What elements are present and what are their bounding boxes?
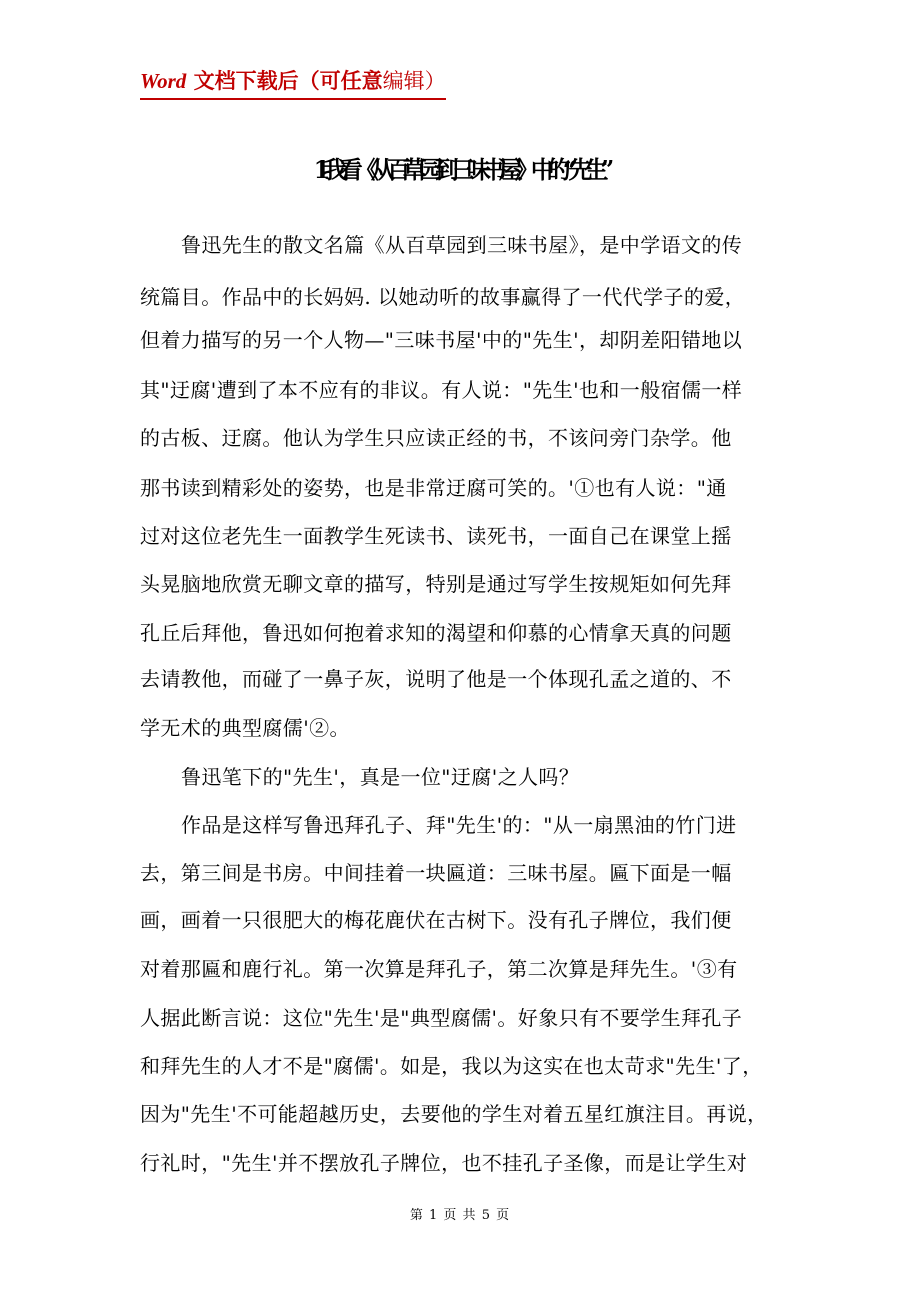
body-line: 那书读到精彩处的姿势，也是非常迂腐可笑的。'①也有人说："通 [140, 476, 727, 500]
body-line: 孔丘后拜他，鲁迅如何抱着求知的渴望和仰慕的心情拿天真的问题 [140, 621, 732, 645]
body-line: 因为"先生'不可能超越历史，去要他的学生对着五星红旗注目。再说， [140, 1102, 768, 1126]
banner-word: Word [140, 69, 187, 93]
page-footer: 第 1 页 共 5 页 [409, 1208, 511, 1223]
body-line: 对着那匾和鹿行礼。第一次算是拜孔子，第二次算是拜先生。'③有 [140, 957, 738, 981]
banner-text-bold: 文档下载后（可任意 [186, 68, 383, 93]
banner-text-plain: 编辑） [382, 69, 446, 93]
body-line: 和拜先生的人才不是"腐儒'。如是，我以为这实在也太苛求"先生'了， [140, 1054, 763, 1078]
body-line: 作品是这样写鲁迅拜孔子、拜"先生'的："从一扇黑油的竹门进 [181, 813, 737, 837]
body-line: 去请教他，而碰了一鼻子灰，说明了他是一个体现孔孟之道的、不 [140, 667, 732, 691]
body-line: 的古板、迂腐。他认为学生只应读正经的书，不该问旁门杂学。他 [140, 426, 732, 450]
body-line: 人据此断言说：这位"先生'是"典型腐儒'。好象只有不要学生拜孔子 [140, 1006, 743, 1030]
body-line: 统篇目。作品中的长妈妈. 以她动听的故事赢得了一代代学子的爱， [140, 285, 746, 309]
body-line: 鲁迅先生的散文名篇《从百草园到三味书屋》，是中学语文的传 [181, 233, 743, 257]
body-line: 头晃脑地欣赏无聊文章的描写，特别是通过写学生按规矩如何先拜 [140, 572, 732, 596]
body-line: 画，画着一只很肥大的梅花鹿伏在古树下。没有孔子牌位，我们便 [140, 908, 732, 932]
body-line: 去，第三间是书房。中间挂着一块匾道：三味书屋。匾下面是一幅 [140, 861, 732, 885]
download-banner[interactable] [140, 66, 446, 100]
page-title: 1 我看《从百草园到三味书屋》中的“先生” [313, 155, 607, 184]
body-line: 过对这位老先生一面教学生死读书、读死书，一面自己在课堂上摇 [140, 524, 732, 548]
body-line: 但着力描写的另一个人物—"三味书屋'中的"先生'，却阴差阳错地以 [140, 328, 743, 352]
body-line: 鲁迅笔下的"先生'，真是一位"迂腐'之人吗？ [181, 765, 580, 789]
body-line: 行礼时，"先生'并不摆放孔子牌位，也不挂孔子圣像，而是让学生对 [140, 1151, 748, 1175]
body-line: 学无术的典型腐儒'②。 [140, 716, 350, 740]
body-line: 其"迂腐'遭到了本不应有的非议。有人说："先生'也和一般宿儒一样 [140, 378, 743, 402]
